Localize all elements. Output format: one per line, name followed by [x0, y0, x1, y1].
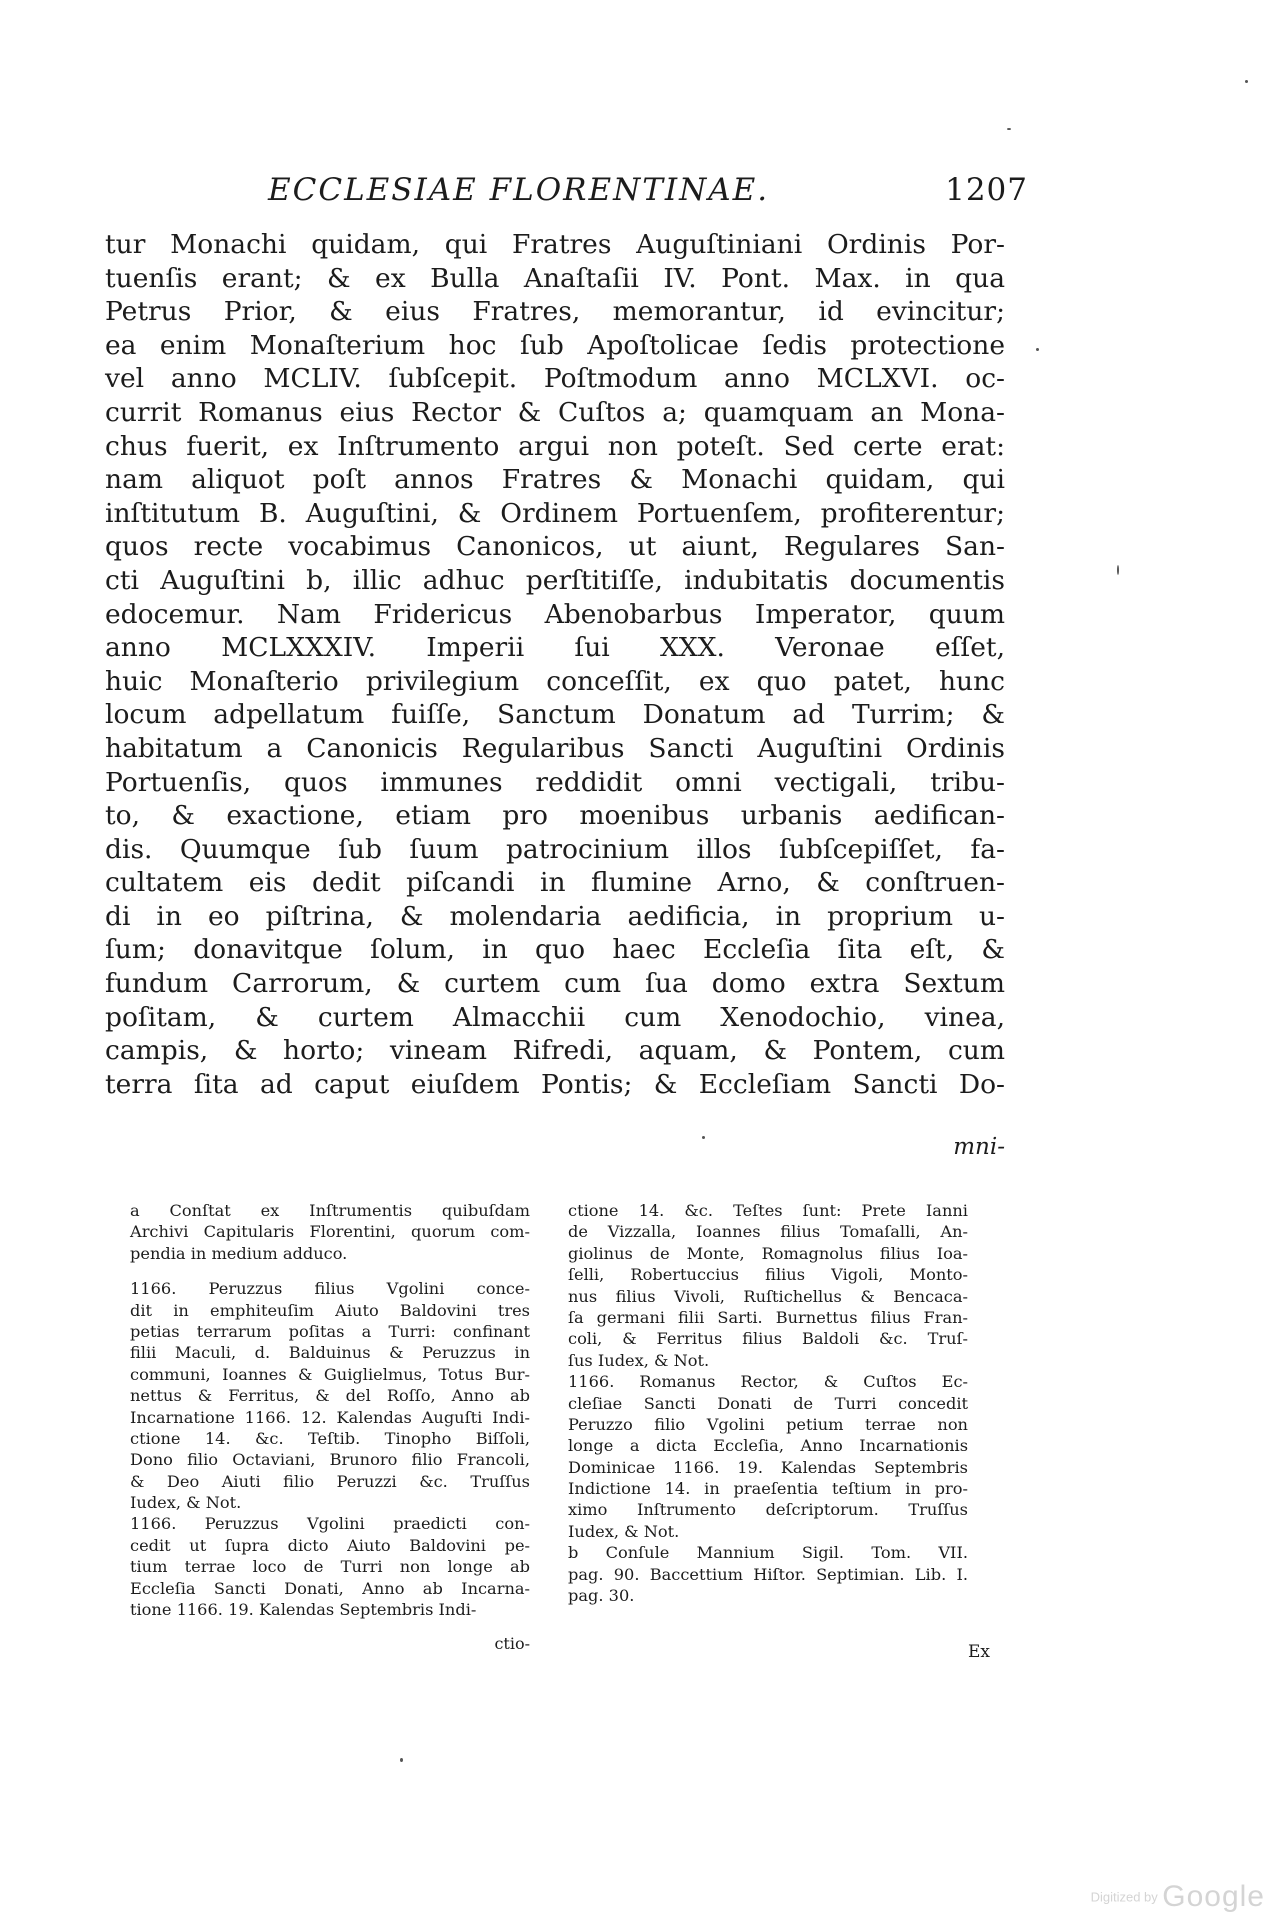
footnote-line: 1166. Peruzzus Vgolini praedicti con-	[130, 1514, 530, 1534]
text-line: currit Romanus eius Rector & Cuſtos a; quamquam an Mona-	[105, 396, 1005, 428]
footnote-line: dit in emphiteuſim Aiuto Baldovini tres	[130, 1300, 530, 1320]
text-line: tuenſis erant; & ex Bulla Anaſtaſii IV. Pont. Max. in qua	[105, 262, 1005, 294]
footnotes-right-column	[568, 1200, 968, 1606]
footnote-line: coli, & Ferritus filius Baldoli &c. Truſ-	[568, 1329, 968, 1349]
text-line: cti Auguſtini b, illic adhuc perſtitiſſe, indubitatis documentis	[105, 564, 1005, 596]
footnote-line: Dominicae 1166. 19. Kalendas Septembris	[568, 1457, 968, 1477]
text-line: chus fuerit, ex Inſtrumento argui non poteſt. Sed certe erat:	[105, 430, 1005, 462]
footnote-line: 1166. Peruzzus filius Vgolini conce-	[130, 1279, 530, 1299]
text-line: Portuenſis, quos immunes reddidit omni vectigali, tribu-	[105, 766, 1005, 798]
text-line: habitatum a Canonicis Regularibus Sancti Auguſtini Ordinis	[105, 732, 1005, 764]
text-line: campis, & horto; vineam Rifredi, aquam, & Pontem, cum	[105, 1035, 1005, 1067]
footnote-line: ſus Iudex, & Not.	[568, 1350, 710, 1370]
footnote-line: longe a dicta Eccleſia, Anno Incarnationis	[568, 1436, 968, 1456]
text-line: di in eo piſtrina, & molendaria aedificia, in proprium u-	[105, 900, 1005, 932]
footnote-line: ſelli, Robertuccius filius Vigoli, Monto-	[568, 1265, 968, 1285]
print-speck	[1036, 348, 1039, 351]
footnote-line: nettus & Ferritus, & del Roſſo, Anno ab	[130, 1386, 530, 1406]
footnote-line: pag. 90. Baccettium Hiſtor. Septimian. Lib. I.	[568, 1564, 968, 1584]
footnotes	[130, 1200, 1010, 1653]
footnote-line: ximo Inſtrumento deſcriptorum. Truſſus	[568, 1500, 968, 1520]
text-line: edocemur. Nam Fridericus Abenobarbus Imperator, quum	[105, 598, 1005, 630]
footnote-line: nus filius Vivoli, Ruſtichellus & Bencaca-	[568, 1286, 968, 1306]
footnote-line: petias terrarum poſitas a Turri: confinant	[130, 1321, 530, 1341]
text-line: nam aliquot poſt annos Fratres & Monachi quidam, qui	[105, 464, 1005, 496]
footnote-line: filii Maculi, d. Balduinus & Peruzzus in	[130, 1343, 530, 1363]
footnote-line: ctione 14. &c. Teſtes ſunt: Prete Ianni	[568, 1201, 968, 1220]
text-line: inſtitutum B. Auguſtini, & Ordinem Portuenſem, profiterentur;	[105, 497, 1005, 529]
text-line: ſum; donavitque ſolum, in quo haec Eccleſia ſita eſt, &	[105, 934, 1005, 966]
text-line: poſitam, & curtem Almacchii cum Xenodochio, vinea,	[105, 1001, 1005, 1033]
footnote-line: Indictione 14. in praeſentia teſtium in pro-	[568, 1479, 968, 1499]
watermark-logo: Google	[1162, 1880, 1265, 1913]
footnote-line: de Vizzalla, Ioannes filius Tomaſalli, An-	[568, 1222, 968, 1242]
footnotes-left-catchword: ctio-	[494, 1634, 530, 1653]
main-body-text	[105, 228, 1005, 1101]
footnote-line: pag. 30.	[568, 1586, 635, 1606]
text-line: tur Monachi quidam, qui Fratres Auguſtiniani Ordinis Por-	[105, 229, 1005, 260]
text-line: cultatem eis dedit piſcandi in flumine Arno, & conſtruen-	[105, 867, 1005, 899]
print-speck	[702, 1136, 705, 1139]
footnote-gap	[130, 1264, 530, 1278]
running-title: ECCLESIAE FLORENTINAE.	[268, 172, 770, 208]
footnote-line: tione 1166. 19. Kalendas Septembris Indi-	[130, 1600, 477, 1620]
text-line: dis. Quumque ſub ſuum patrocinium illos ſubſcepiſſet, fa-	[105, 833, 1005, 865]
text-line: terra ſita ad caput eiuſdem Pontis; & Eccleſiam Sancti Do-	[105, 1068, 1005, 1100]
digitized-watermark	[935, 1880, 1265, 1914]
watermark-small-text: Digitized by	[1090, 1889, 1158, 1905]
footnote-line: Iudex, & Not.	[568, 1521, 680, 1541]
footnote-line: a Conſtat ex Inſtrumentis quibuſdam	[130, 1201, 530, 1220]
footnote-line: & Deo Aiuti filio Peruzzi &c. Truſſus	[130, 1471, 530, 1491]
text-line: locum adpellatum fuiſſe, Sanctum Donatum ad Turrim; &	[105, 699, 1005, 731]
text-line: to, & exactione, etiam pro moenibus urbanis aedifican-	[105, 800, 1005, 832]
footnote-line: ſa germani filii Sarti. Burnettus filius Fran-	[568, 1307, 968, 1327]
print-speck	[1117, 565, 1119, 575]
footnote-line: tium terrae loco de Turri non longe ab	[130, 1557, 530, 1577]
page-header	[268, 172, 1028, 214]
footnote-line: Incarnatione 1166. 12. Kalendas Auguſti Indi-	[130, 1407, 530, 1427]
footnote-line: Archivi Capitularis Florentini, quorum com-	[130, 1222, 530, 1242]
text-line: huic Monaſterio privilegium conceſſit, ex quo patet, hunc	[105, 665, 1005, 697]
footnote-line: giolinus de Monte, Romagnolus filius Ioa-	[568, 1243, 968, 1263]
print-speck	[1007, 128, 1011, 130]
print-speck	[1245, 80, 1248, 83]
footnote-line: Eccleſia Sancti Donati, Anno ab Incarna-	[130, 1578, 530, 1598]
footnote-line: pendia in medium adduco.	[130, 1243, 348, 1263]
footnote-line: Dono filio Octaviani, Brunoro filio Francoli,	[130, 1450, 530, 1470]
footnote-line: ctione 14. &c. Teſtib. Tinopho Biſſoli,	[130, 1428, 530, 1448]
page-number: 1207	[945, 172, 1028, 208]
text-line: fundum Carrorum, & curtem cum ſua domo extra Sextum	[105, 968, 1005, 1000]
footnote-line: communi, Ioannes & Guiglielmus, Totus Bur-	[130, 1364, 530, 1384]
footnotes-right-catchword: Ex	[968, 1642, 990, 1662]
text-line: anno MCLXXXIV. Imperii ſui XXX. Veronae eſſet,	[105, 632, 1005, 664]
footnotes-left-column	[130, 1200, 530, 1620]
main-catchword: mni-	[953, 1134, 1005, 1160]
footnote-line: 1166. Romanus Rector, & Cuſtos Ec-	[568, 1372, 968, 1392]
text-line: quos recte vocabimus Canonicos, ut aiunt, Regulares San-	[105, 531, 1005, 563]
footnote-line: b Conſule Mannium Sigil. Tom. VII.	[568, 1543, 968, 1563]
text-line: ea enim Monaſterium hoc ſub Apoſtolicae ſedis protectione	[105, 329, 1005, 361]
footnote-line: cleſiae Sancti Donati de Turri concedit	[568, 1393, 968, 1413]
footnote-line: Peruzzo filio Vgolini petium terrae non	[568, 1414, 968, 1434]
text-line: vel anno MCLIV. ſubſcepit. Poſtmodum anno MCLXVI. oc-	[105, 363, 1005, 395]
footnote-line: cedit ut ſupra dicto Aiuto Baldovini pe-	[130, 1535, 530, 1555]
footnote-line: Iudex, & Not.	[130, 1493, 242, 1513]
text-line: Petrus Prior, & eius Fratres, memorantur, id evincitur;	[105, 296, 1005, 328]
print-speck	[400, 1758, 403, 1762]
